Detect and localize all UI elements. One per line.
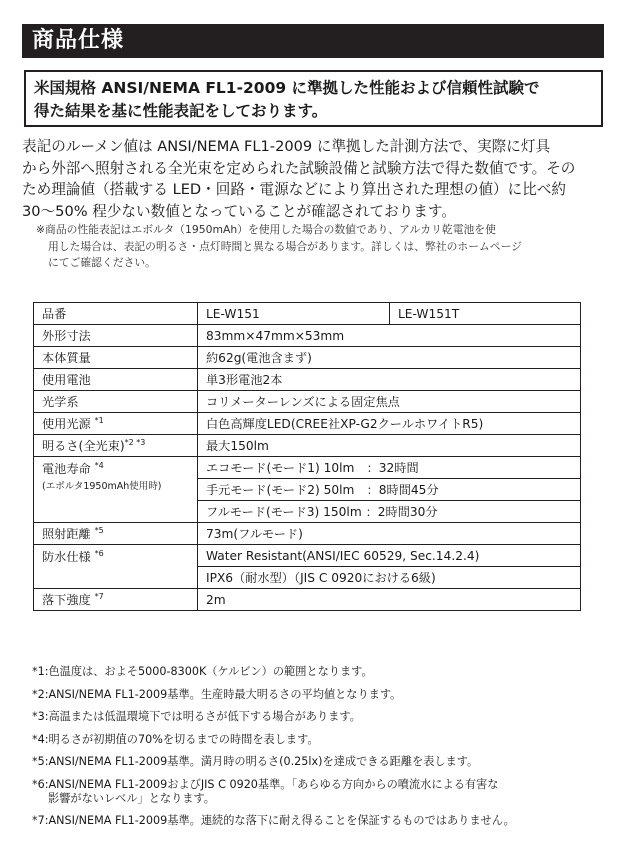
standards-notice-line-1: 米国規格 ANSI/NEMA FL1-2009 に準拠した性能および信頼性試験で (34, 79, 540, 97)
weight-label: 本体質量 (34, 347, 198, 369)
footnote-6: *6:ANSI/NEMA FL1-2009およびJIS C 0920基準。「あらゆる方向からの噴流水による有害な (32, 777, 499, 791)
footnote-6-continued: 影響がないレベル」となります。 (48, 792, 215, 805)
table-row (34, 589, 581, 611)
footnote-2: *2:ANSI/NEMA FL1-2009基準。生産時最大明るさの平均値となります。 (32, 687, 402, 701)
table-row (34, 413, 581, 435)
waterproof-value-1: Water Resistant(ANSI/IEC 60529, Sec.14.2.4) (198, 545, 581, 567)
light-source-mark: *1 (94, 415, 104, 425)
waterproof-value-2: IPX6（耐水型）（JIS C 0920における6級) (198, 567, 581, 589)
drop-value: 2m (198, 589, 581, 611)
brightness-label-text: 明るさ(全光束) (42, 439, 125, 453)
battery-life-mode-1: エコモード(モード1) 10lm ：32時間 (198, 457, 581, 479)
table-row (34, 435, 581, 457)
light-source-label (34, 413, 198, 435)
table-row (34, 391, 581, 413)
range-mark: *5 (94, 525, 104, 535)
drop-label (34, 589, 198, 611)
lumen-description (22, 136, 608, 222)
size-label: 外形寸法 (34, 325, 198, 347)
waterproof-label-text: 防水仕様 (42, 550, 91, 564)
range-value: 73m(フルモード) (198, 523, 581, 545)
battery-life-mark: *4 (94, 460, 104, 470)
light-source-label-text: 使用光源 (42, 417, 91, 431)
description-line-3: ため理論値（搭載する LED・回路・電源などにより算出された理想の値）に比べ約 (22, 181, 567, 198)
page-title: 商品仕様 (22, 24, 604, 58)
description-line-2: から外部へ照射される全光束を定められた試験設備と試験方法で得た数値です。その (22, 159, 576, 177)
size-value: 83mm×47mm×53mm (198, 325, 581, 347)
range-label (34, 523, 198, 545)
note-line-2: 用した場合は、表記の明るさ・点灯時間と異なる場合があります。詳しくは、弊社のホームページ (48, 239, 522, 253)
range-label-text: 照射距離 (42, 527, 91, 541)
battery-label: 使用電池 (34, 369, 198, 391)
table-row (34, 457, 581, 479)
optics-label: 光学系 (34, 391, 198, 413)
note-line-3: にてご確認ください。 (48, 256, 156, 269)
description-line-1: 表記のルーメン値は ANSI/NEMA FL1-2009 に準拠した計測方法で、実際に灯具 (22, 138, 551, 155)
brightness-label (34, 435, 198, 457)
footnote-4: *4:明るさが初期值の70%を切るまでの時間を表します。 (32, 732, 319, 746)
battery-life-mode-3: フルモード(モード3) 150lm ：2時間30分 (198, 501, 581, 523)
model-a-value: LE-W151 (198, 303, 390, 325)
note-line-1: ※商品の性能表記はエボルタ（1950mAh）を使用した場合の数値であり、アルカリ乾電池を使 (36, 223, 496, 236)
optics-value: コリメーターレンズによる固定焦点 (198, 391, 581, 413)
battery-life-label (34, 457, 198, 523)
standards-notice-line-2: 得た結果を基に性能表記をしております。 (34, 102, 328, 120)
footnote-5: *5:ANSI/NEMA FL1-2009基準。満月時の明るさ(0.25lx)を達成できる距離を表します。 (32, 755, 479, 768)
table-row (34, 369, 581, 391)
spec-table (33, 302, 581, 611)
table-row (34, 347, 581, 369)
brightness-mark: *2 *3 (124, 437, 146, 447)
footnote-7: *7:ANSI/NEMA FL1-2009基準。連続的な落下に耐え得ることを保証するものではありません。 (32, 814, 515, 827)
footnotes (32, 661, 602, 833)
battery-life-sub: (エボルタ1950mAh使用時) (42, 481, 162, 492)
table-row (34, 303, 581, 325)
footnote-3: *3:高温または低温環境下では明るさが低下する場合があります。 (32, 710, 361, 723)
drop-label-text: 落下強度 (42, 593, 91, 607)
weight-value: 約62g(電池含まず) (198, 347, 581, 369)
waterproof-label (34, 545, 198, 589)
battery-life-mode-2: 手元モード(モード2) 50lm ：8時間45分 (198, 479, 581, 501)
battery-value: 単3形電池2本 (198, 369, 581, 391)
table-row (34, 523, 581, 545)
brightness-value: 最大150lm (198, 435, 581, 457)
model-label: 品番 (34, 303, 198, 325)
table-row (34, 325, 581, 347)
description-line-4: 30〜50% 程少ない数値となっていることが確認されております。 (22, 202, 456, 220)
standards-notice-box (24, 70, 603, 127)
waterproof-mark: *6 (94, 548, 104, 558)
battery-life-label-text: 電池寿命 (42, 462, 91, 476)
footnote-1: *1:色温度は、およそ5000-8300K（ケルビン）の範囲となります。 (32, 665, 373, 678)
table-row (34, 545, 581, 567)
model-b-value: LE-W151T (390, 303, 581, 325)
drop-mark: *7 (94, 591, 104, 601)
battery-note (36, 222, 606, 272)
light-source-value: 白色高輝度LED(CREE社XP-G2クールホワイトR5) (198, 413, 581, 435)
